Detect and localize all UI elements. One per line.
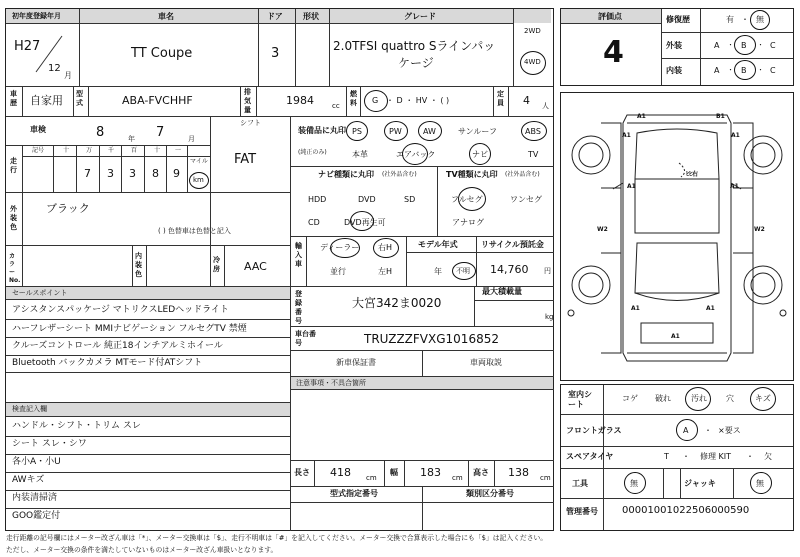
inspection-year-unit: 年 [128, 135, 135, 143]
exterior-label: 外装 [666, 41, 682, 50]
mileage-digit: 3 [129, 167, 136, 180]
chassis-label: 車台番号 [295, 330, 316, 347]
equip-abs: ABS [525, 127, 541, 136]
import-label: 輸入車 [295, 242, 302, 268]
damage-label: A1 [627, 183, 636, 190]
inspector-line: 内装清掃済 [12, 493, 58, 503]
registration-plate: 大宮342ま0020 [352, 296, 442, 310]
width-label: 幅 [390, 468, 398, 477]
color-label: 外装色 [10, 205, 17, 231]
model-year-label: モデル年式 [418, 240, 458, 249]
navi-type-label: ナビ種類に丸印 [318, 170, 374, 179]
equip-leather: 本革 [352, 150, 368, 159]
damage-label: ﾋﾋ右 [686, 171, 699, 178]
damage-label: A1 [671, 333, 680, 340]
import-right-hand: 右H [378, 243, 393, 252]
equip-aw: AW [423, 127, 436, 136]
navi-dvd-play: DVD再生可 [344, 218, 386, 227]
tv-analog: アナログ [452, 218, 484, 227]
fuel-g: G [372, 96, 379, 105]
recycle-yen: 円 [544, 267, 551, 275]
model-year-unknown: 不明 [456, 267, 470, 275]
chassis-number: TRUZZZFVXG1016852 [364, 332, 499, 346]
ext-grade-c: C [770, 41, 776, 50]
door-count: 3 [271, 46, 280, 61]
ac-value: AAC [244, 260, 267, 273]
seat-scratch: キズ [755, 394, 771, 403]
inspection-label: 車検 [30, 125, 46, 134]
sep: ・ [757, 66, 764, 74]
mileage-digit: 7 [84, 167, 91, 180]
recycle-label: リサイクル預託金 [481, 240, 544, 249]
score-value: 4 [603, 35, 624, 70]
spare-sep: ・ [682, 452, 690, 461]
inspector-label: 検査記入欄 [12, 405, 47, 413]
damage-label: B1 [716, 113, 725, 120]
inspector-line: シート スレ・シワ [12, 439, 87, 449]
int-grade-a: A [714, 66, 720, 75]
navi-hdd: HDD [308, 195, 327, 204]
management-no: 00001001022506000590 [622, 505, 750, 516]
mileage-digit: 3 [107, 167, 114, 180]
damage-label: W2 [597, 226, 608, 233]
import-dealer: ディーラー [320, 243, 360, 252]
spare-t: T [664, 452, 669, 461]
seat-hole: 穴 [726, 394, 734, 403]
registration-label: 登録番号 [295, 290, 302, 325]
repair-no: 無 [756, 15, 764, 24]
color-note: ( ) 色替車は色替と記入 [158, 227, 231, 235]
ext-grade-a: A [714, 41, 720, 50]
damage-label: A1 [622, 132, 631, 139]
spare-missing: 欠 [764, 452, 772, 461]
height-value: 138 [508, 466, 529, 479]
equip-sunroof: サンルーフ [458, 127, 497, 136]
model-year-unit: 年 [434, 267, 442, 276]
usage: 自家用 [30, 94, 63, 107]
tv-type-sub: (社外品含む) [505, 171, 540, 178]
model-label: 型式 [76, 90, 83, 107]
first-reg-month: 12 [48, 63, 61, 74]
import-parallel: 並行 [330, 267, 346, 276]
mileage-symbol-label: 記号 [32, 147, 45, 154]
mile-option: マイル [190, 158, 208, 165]
shift: FAT [234, 152, 257, 167]
damage-label: A1 [730, 183, 739, 190]
grade-line-2: ケージ [398, 56, 434, 70]
length-value: 418 [330, 466, 351, 479]
car-name-label: 車名 [158, 12, 174, 21]
inspector-line: ハンドル・シフト・トリム スレ [12, 421, 141, 431]
class-no-label: 類別区分番号 [466, 489, 514, 498]
fuel-label: 燃料 [350, 90, 357, 107]
footer-note-1: 走行距離の記号欄にはメーター改ざん車は「*」、メーター交換車は「$」、走行不明車は「#」を記入してください。メーター交換で合算表示した場合にも「$」は記入ください。 [6, 534, 548, 542]
vehicle-manual: 車両取説 [470, 358, 502, 367]
max-load-label: 最大積載量 [482, 287, 522, 296]
first-reg-year: H27 [14, 39, 41, 54]
unit-juu: 十 [154, 147, 161, 154]
damage-label: A1 [637, 113, 646, 120]
navi-cd: CD [308, 218, 320, 227]
car-name: TT Coupe [131, 46, 193, 61]
inspection-year: 8 [96, 125, 105, 140]
drive-4wd: 4WD [524, 58, 541, 66]
interior-seat-label: 室内シート [568, 390, 592, 409]
drive-2wd: 2WD [524, 27, 541, 35]
int-grade-c: C [770, 66, 776, 75]
repair-dot: ・ [741, 15, 749, 24]
inspector-line: AWキズ [12, 475, 45, 485]
tv-oneseg: ワンセグ [510, 195, 542, 204]
tools-none: 無 [630, 479, 638, 488]
spare-tire-label: スペアタイヤ [566, 452, 614, 461]
height-label: 高さ [473, 468, 489, 477]
repair-yes: 有 [726, 15, 734, 24]
inspection-month-unit: 月 [188, 135, 195, 143]
model-code: ABA-FVCHHF [122, 94, 193, 107]
notes-label: 注意事項・不具合箇所 [296, 379, 366, 387]
footer-note-2: ただし、メーター交換の条件を満たしていないものはメーター改ざん車扱いとなります。 [6, 546, 278, 554]
sep: ・ [727, 41, 734, 49]
sales-line: Bluetooth バックカメラ MTモード付ATシフト [12, 358, 203, 368]
damage-label: A1 [631, 305, 640, 312]
tools-label: 工具 [572, 479, 588, 488]
spare-sep: ・ [746, 452, 754, 461]
jack-none: 無 [756, 479, 764, 488]
windshield-label: フロントガラス [566, 426, 622, 435]
unit-ten-thousand-10: 十 [63, 147, 70, 154]
equip-tv: TV [528, 150, 539, 159]
inspector-line: 各小A・小U [12, 457, 61, 467]
first-reg-label: 初年度登録年月 [12, 12, 61, 20]
capacity: 4 [523, 94, 530, 107]
cc-unit: cc [332, 102, 340, 110]
length-label: 長さ [294, 468, 310, 477]
mileage-digit: 9 [173, 167, 180, 180]
km-option: km [193, 176, 204, 184]
type-cert-label: 型式指定番号 [330, 489, 378, 498]
seat-burn: コゲ [622, 394, 638, 403]
equipment-sub: (純正のみ) [298, 149, 327, 156]
unit-ichi: 一 [175, 147, 182, 154]
navi-sd: SD [404, 195, 416, 204]
grade-line-1: 2.0TFSI quattro Sラインパッ [333, 39, 496, 53]
tv-type-label: TV種類に丸印 [446, 170, 498, 179]
displacement: 1984 [286, 94, 314, 107]
sales-label: セールスポイント [12, 289, 68, 297]
equip-pw: PW [389, 127, 402, 136]
spare-repair-kit: 修理 KIT [700, 452, 732, 461]
color-no-label: カラーNo. [9, 253, 21, 284]
shift-label: シフト [240, 119, 261, 127]
mileage-digit: 8 [152, 167, 159, 180]
int-grade-b: B [741, 66, 747, 75]
fuel-options: ・ D ・ HV ・ ( ) [386, 96, 450, 105]
unit-sen: 千 [108, 147, 115, 154]
sep: ・ [757, 41, 764, 49]
shape-label: 形状 [303, 12, 319, 21]
mileage-label: 走行 [10, 157, 17, 174]
sales-line: アシスタンスパッケージ マトリクスLEDヘッドライト [12, 305, 229, 315]
usage-label: 車歴 [10, 90, 17, 107]
management-no-label: 管理番号 [566, 507, 598, 516]
sep: ・ [727, 66, 734, 74]
seat-stain: 汚れ [691, 394, 707, 403]
glass-replace: ×要ス [718, 426, 741, 435]
score-label: 評価点 [598, 12, 622, 21]
damage-label: W2 [754, 226, 765, 233]
width-value: 183 [420, 466, 441, 479]
inspector-shade [6, 403, 290, 416]
glass-a: A [683, 426, 689, 435]
damage-label: A1 [731, 132, 740, 139]
navi-type-sub: (社外品含む) [382, 171, 417, 178]
navi-dvd: DVD [358, 195, 376, 204]
length-unit: cm [366, 474, 377, 482]
ac-label: 冷房 [213, 256, 220, 273]
capacity-label: 定員 [497, 90, 504, 107]
inspector-line: GOO鑑定付 [12, 511, 61, 521]
jack-label: ジャッキ [684, 479, 716, 488]
equipment-label: 装備品に丸印 [298, 126, 346, 135]
warranty-new: 新車保証書 [336, 358, 376, 367]
glass-sep: ・ [704, 426, 712, 435]
door-label: ドア [267, 12, 283, 21]
ext-grade-b: B [741, 41, 747, 50]
exterior-color: ブラック [46, 202, 90, 215]
unit-man: 万 [86, 147, 93, 154]
width-unit: cm [452, 474, 463, 482]
import-left-hand: 左H [378, 267, 393, 276]
tv-fullseg: フルセグ [451, 195, 483, 204]
unit-hyaku: 百 [131, 147, 138, 154]
month-unit: 月 [64, 71, 72, 80]
height-unit: cm [540, 474, 551, 482]
max-load-unit: kg [545, 313, 554, 321]
sales-line: ハーフレザーシート MMIナビゲーション フルセグTV 禁煙 [12, 324, 247, 334]
interior-label: 内装 [666, 66, 682, 75]
recycle-fee: 14,760 [490, 263, 529, 276]
capacity-unit: 人 [542, 102, 549, 110]
interior-color-label: 内装色 [135, 252, 142, 278]
sales-line: クルーズコントロール 純正18インチアルミホイール [12, 341, 223, 351]
repair-history-label: 修復歴 [666, 15, 690, 24]
grade-label: グレード [404, 12, 436, 21]
equip-airbag: エアバック [396, 150, 436, 159]
equip-navi: ナビ [472, 150, 488, 159]
seat-tear: 破れ [655, 394, 671, 403]
displacement-label: 排気量 [244, 88, 251, 114]
equip-ps: PS [352, 127, 362, 136]
damage-label: A1 [706, 305, 715, 312]
inspection-month: 7 [156, 125, 165, 140]
